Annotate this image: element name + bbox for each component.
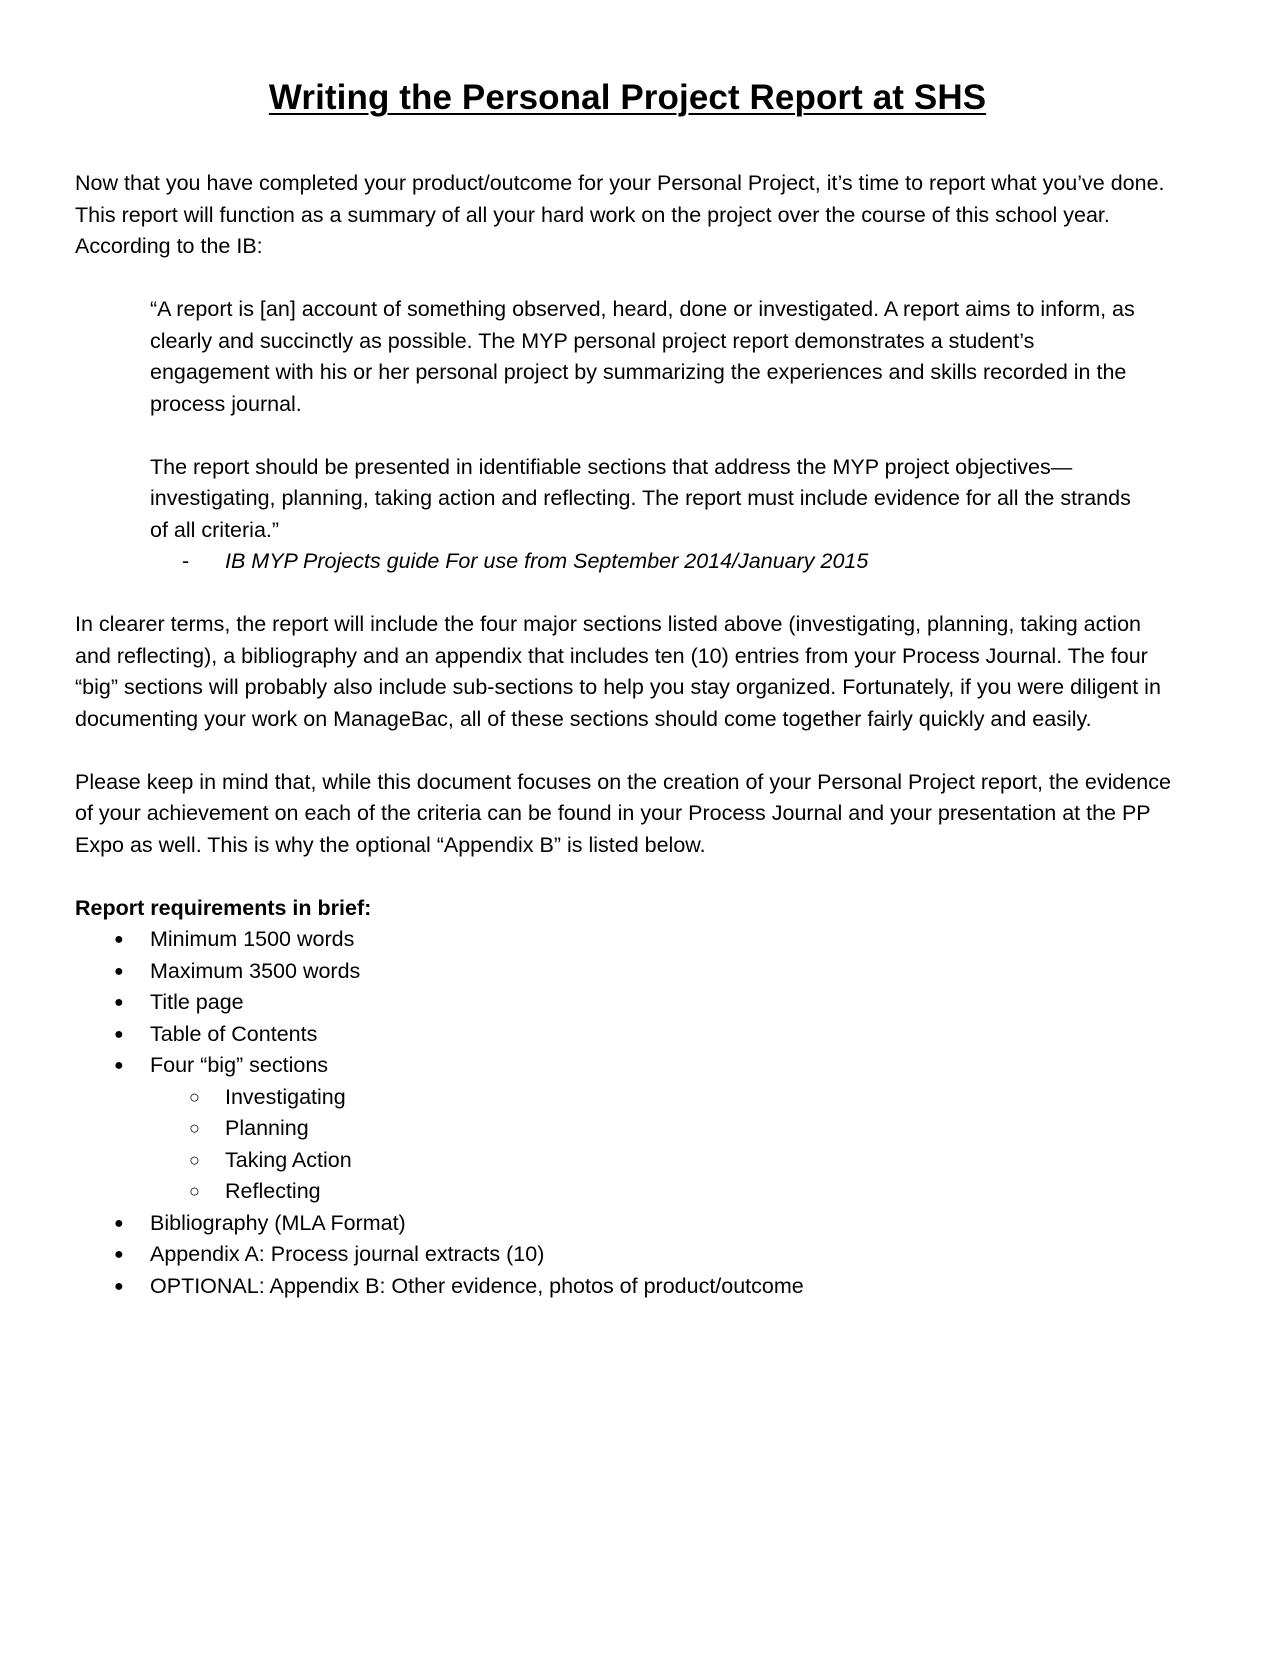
list-item-text: Four “big” sections [150,1053,329,1077]
sub-list-item-text: Taking Action [225,1147,352,1172]
circle-bullet-icon: ○ [189,1181,200,1201]
sub-list-item-text: Investigating [225,1084,346,1109]
quote-paragraph-2: The report should be presented in identifiable sections that address the MYP project objectives—investigating, planning, taking action and reflecting. The report must include evidence for all the strands of all criteria.” [150,454,1131,542]
sub-list-item-text: Reflecting [225,1179,321,1203]
circle-bullet-icon: ○ [189,1118,200,1138]
citation-dash: - [182,549,190,573]
clarification-paragraph: In clearer terms, the report will include the four major sections listed above (investigating, planning, taking action and reflecting), a bibliography and an appendix that includes ten (10) entries from your Process Journal. The four “big” sections will probably also include sub-sections to help you stay organized. Fortunately, if you were diligent in documenting your work on ManageBac, all of these sections should come together fairly quickly and easily. [75,612,1161,731]
sub-list-item [75,1176,1180,1208]
sub-list-item-text: Planning [225,1116,309,1140]
requirements-heading: Report requirements in brief: [75,895,372,920]
bullet-icon: ● [114,1214,124,1232]
list-item [75,1050,1180,1082]
circle-bullet-icon: ○ [189,1149,200,1170]
list-item-text: Maximum 3500 words [150,958,361,983]
list-item-text: Appendix A: Process journal extracts (10) [150,1242,545,1266]
bullet-icon: ● [114,1277,124,1295]
list-item [75,924,1180,956]
list-item [75,956,1180,988]
sub-list-item [75,1113,1180,1145]
list-item-text: Table of Contents [150,1021,318,1046]
list-item [75,987,1180,1019]
list-item-text: Bibliography (MLA Format) [150,1210,406,1235]
ib-quote [150,294,1140,546]
intro-paragraph: Now that you have completed your product/outcome for your Personal Project, it’s time to report what you’ve done. This report will function as a summary of all your hard work on the project over the course of this school year. According to the IB: [75,171,1165,258]
circle-bullet-icon: ○ [189,1086,200,1107]
bullet-icon: ● [114,1246,124,1263]
bullet-icon: ● [114,931,124,948]
bullet-icon: ● [114,1057,124,1074]
reminder-paragraph: Please keep in mind that, while this document focuses on the creation of your Personal Project report, the evidence of your achievement on each of the criteria can be found in your Process Journal and your presentation at the PP Expo as well. This is why the optional “Appendix B” is listed below. [75,769,1171,857]
list-item [75,1019,1180,1051]
sub-list-item [75,1145,1180,1177]
list-item [75,1208,1180,1240]
document-title: Writing the Personal Project Report at SHS [268,78,987,117]
bullet-icon: ● [114,994,124,1011]
requirements-list [75,924,1180,1302]
list-item-text: OPTIONAL: Appendix B: Other evidence, photos of product/outcome [150,1273,804,1298]
list-item-text: Minimum 1500 words [150,927,355,951]
bullet-icon: ● [114,962,124,980]
list-item [75,1239,1180,1271]
sub-list-item [75,1082,1180,1114]
citation [150,546,1180,578]
bullet-icon: ● [114,1025,124,1043]
quote-paragraph-1: “A report is [an] account of something observed, heard, done or investigated. A report aims to inform, as clearly and succinctly as possible. The MYP personal project report demonstrates a student’s engagement with his or her personal project by summarizing the experiences and skills recorded in the process journal. [150,297,1135,416]
list-item-text: Title page [150,990,244,1014]
citation-source: IB MYP Projects guide For use from September 2014/January 2015 [225,549,869,573]
list-item [75,1271,1180,1303]
